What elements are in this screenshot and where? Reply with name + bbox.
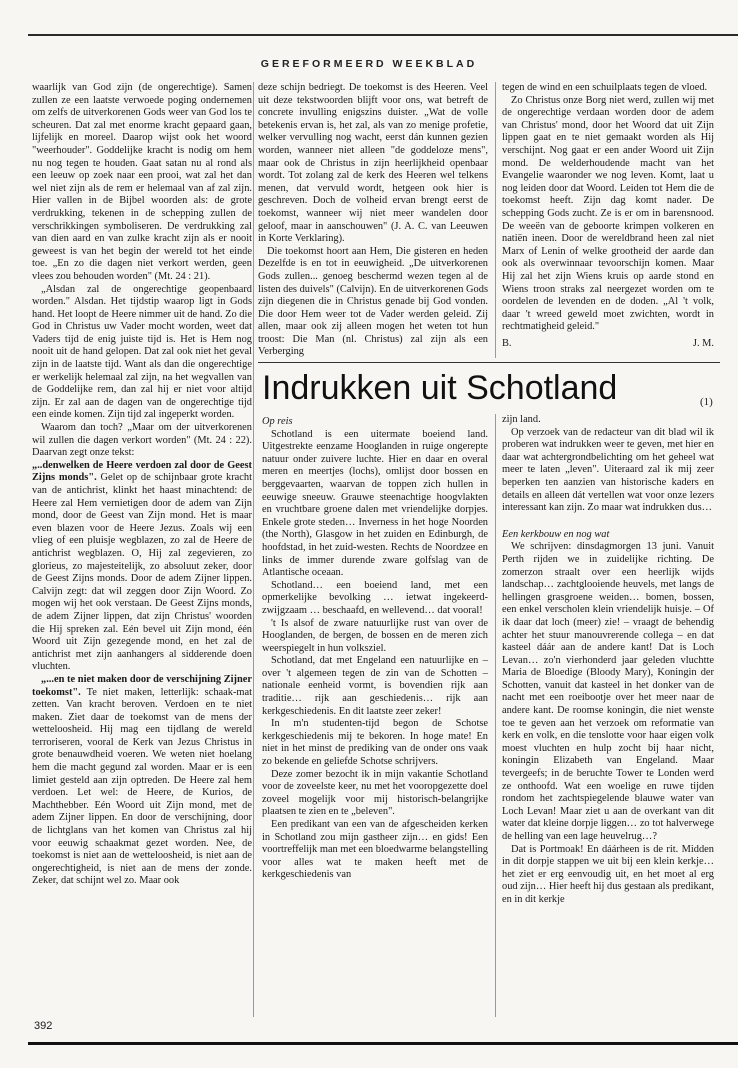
paragraph: Schotland, dat met Engeland een natuurlijke en – over 't algemeen tegen de zin van de Schotten – nationale eenheid vormt, is bovendien rijk aan traditie… rijk aan geschiedenis… rijk aan kerkgeschiedenis. En dit laatste zeer zeker! [262,655,488,717]
column-2 [258,82,488,358]
column-rule [253,82,254,1017]
paragraph: Een predikant van een van de afgescheiden kerken in Schotland zou mijn gastheer zijn… en gids! Een voortreffelijk man met een bloedwarme belangstelling voor alles wat te maken heeft met de kerkgeschiedenis van [262,819,488,881]
running-header: GEREFORMEERD WEEKBLAD [260,58,478,70]
signature-right: J. M. [692,337,714,349]
section-rule [258,362,720,363]
article-column-1 [262,414,488,1014]
article-number: (1) [700,396,713,408]
bold-quote: „..denwelken de Heere verdoen zal door de Geest Zijns monds". [32,459,252,484]
paragraph: Waarom dan toch? „Maar om der uitverkorenen wil zullen die dagen verkort worden" (Mt. 24 : 22). Daarvan zegt onze tekst: [32,422,252,459]
signature-left: B. [502,337,512,349]
paragraph: waarlijk van God zijn (de ongerechtige). Samen zullen ze een laatste verwoede poging ondernemen om zelfs de uitverkorenen Gods weer van God los te scheuren. Dat zal met enorme kracht gepaard gaan, lijfelijk en moreel. Daarop wijst ook het woord "weerhouder". Goddelijke kracht is nodig om hem nu nog tegen te houden. Gaat satan nu al rond als een leeuw op zoek naar een prooi, wat zal het dan wel niet zijn als de rem er helemaal van af zal zijn. Hier vallen in de Bijbel woorden als: de grote verdrukking, tekenen in de schepping zullen de verschrikkingen symboliseren. De verdrukking zal van dien aard en van zulke kracht zijn als er nooit geweest is van het begin der wereld tot het einde toe. „En zo die dagen niet verkort werden, geen vlees zou behouden worden" (Mt. 24 : 21). [32,82,252,282]
column-3 [502,82,714,358]
column-rule [495,82,496,358]
paragraph: zijn land. [502,414,541,425]
column-rule [495,414,496,1017]
section-heading: Een kerkbouw en nog wat [502,528,610,540]
paragraph: Deze zomer bezocht ik in mijn vakantie Schotland voor de zoveelste keer, nu met het vooropgezette doel zoveel mogelijk voor mij historisch-belangrijke plaatsen te zien en te „beleven". [262,768,488,818]
bottom-rule [28,1042,738,1045]
paragraph: tegen de wind en een schuilplaats tegen de vloed. [502,82,708,93]
paragraph: In m'n studenten-tijd begon de Schotse kerkgeschiedenis mij te bekoren. In hoge mate! En niet in het minst de prediking van de onder ons vaak zo bekende en geliefde Schotse schrijvers. [262,718,488,768]
section-heading: Op reis [262,416,293,427]
paragraph [32,674,252,888]
paragraph: Schotland is een uitermate boeiend land. Uitgestrekte eenzame Hooglanden in ruige ongerepte natuur onder zuivere luchte. Hier en daar en overal meren en meertjes (lochs), omlijst door bossen en berggevaarten, waarvan de toppen zich hullen in eeuwige sneeuw. Grauwe steenachtige hoogvlakten en vruchtbare groene dalen met vriendelijke dorpjes. Enkele grote steden… Inverness in het hoge Noorden (the North), Glasgow in het zuiden en Edinburgh, de hoofdstad, in het zuid-westen. Rechts de Noordzee en links de immer durende zware golfslag van de Atlantische oceaan. [262,428,488,579]
paragraph [32,460,252,674]
signature [502,338,714,352]
paragraph: Schotland… een boeiend land, met een opmerkelijke bevolking … ietwat ingekeerd-zwijgzaam … beschaafd, en wellevend… dat vooral! [262,579,488,616]
paragraph: We schrijven: dinsdagmorgen 13 juni. Vanuit Perth rijden we in zuidelijke richting. De zomerzon straalt over een heerlijk wijds landschap… zachtglooiende heuvels, met langs de hellingen grasgroene weiden… bomen, bossen, een enkel verscholen klein vriendelijk huisje. – Of ik daar dat loch (meer) zie! – vraagt de behendig achter het stuur manouvrerende collega – en dat kasteel dáár aan de andere kant! Dat is Loch Levan… zo'n vierhonderd jaar geleden vluchtte Maria de Bloedige (Bloody Mary), Koningin der Schotten, vanuit dat kasteel in het donker van de nacht met een roeibootje over het meer naar de andere kant. De roomse koningin, die niet wenste toe te geven aan het verzoek om reformatie van kerk en volk, en die tenslotte voor haar eigen volk moest vluchten en hulp zocht bij haar nicht, koningin Elizabeth van Engeland. Maar tevergeefs; in de beruchte Tower te Londen werd ze onthoofd. Wat een woelige en ruwe tijden rondom het zachtspiegelende blauwe water van Loch Levan! Maar ziet u aan de overkant van dit water dat kleine dorpje liggen… zo tot halverwege de helling van een lage heuvelrug…? [502,541,714,842]
paragraph: deze schijn bedriegt. De toekomst is des Heeren. Veel uit deze tekstwoorden blijft voor ons, wat betreft de concrete invulling enigszins duister. „Wat de volle betekenis ervan is, het zal, als van zo menige profetie, welker vervulling nog wacht, eerst dán kunnen gezien worden, wanneer niet alleen "de goddeloze mens", maar ook de Christus in zijn heerlijkheid openbaar wordt. Tot zolang zal de kerk des Heeren wel telkens menen, dat vervuld wordt, hetgeen ook hier is geschreven. Doch de volheid ervan brengt eerst de toekomst, wanneer wij niet meer wandelen door geloof, maar in aanschouwen" (J. A. C. van Leeuwen in Korte Verklaring). [258,82,488,245]
column-1 [32,82,252,1002]
article-title: Indrukken uit Schotland [262,369,618,407]
paragraph: Op verzoek van de redacteur van dit blad wil ik proberen wat indrukken weer te geven, met hier en daar wat achtergrondbelichting om het geheel wat meer te laten „leven". Uiteraard zal ik mij zeer beperken ten aanzien van historische kaders en details en alleen dát vertellen wat voor onze lezers interessant kan zijn. Zo maar wat indrukken dus… [502,426,714,514]
paragraph: 't Is alsof de zware natuurlijke rust van over de Hooglanden, de bergen, de bossen en de meren zich weerspiegelt in hun volksziel. [262,617,488,654]
paragraph: Die toekomst hoort aan Hem, Die gisteren en heden Dezelfde is en tot in eeuwigheid. „De uitverkorenen Gods zullen... genoeg beschermd wezen tegen al de listen des duivels" (Calvijn). En de uitverkorenen Gods zijn diegenen die in Christus genade bij God vonden. Die door Hem weer tot de Vader werden geleid. Zij allen, maar ook zij alleen mogen het weten tot hun troost: Die Man (nl. Christus) zal zijn als een Verberging [258,245,488,358]
page-number: 392 [34,1020,53,1032]
paragraph-text: Gelet op de schijnbaar grote kracht van de antichrist, klinkt het haast minachtend: de Heere zal Hem vernietigen door de adem van Zijn mond, door de Geest van Zijn mond. Het is maar even blazen voor de Heere Jezus. Zoals wij een vlieg of een pluisje wegblazen, zo zal de Heere de antichrist wegblazen. O, Hij zal zegevieren, zo glorieus, zo majesteitelijk, zo absoluut zeker, door de Geest Zijns monds. Door de adem Zijner lippen. Calvijn zegt: dat wil zeggen door Zijn Woord. Zo mogen wij het ook verstaan. De Geest Zijns monds, de adem Zijner lippen, dat zijn Christus' woorden die Hij spreken zal. Eén bevel uit Zijn mond, één Woord uit Zijn gezegende mond, en het zal de antichrist met zijn aanhangers al sidderende doen vluchten. [32,472,252,673]
paragraph: „Alsdan zal de ongerechtige geopenbaard worden." Alsdan. Het tijdstip waarop ligt in Gods hand. Het loopt de Heere nimmer uit de hand. Zo die God in Christus uw Vader mocht worden, weet dat Vaders tijd de enig juiste tijd is. Het is Hem nog nooit uit de hand gelopen. Dat zal ook niet het geval zijn in de laatste tijd. Want als dan die ongerechtige er werkelijk helemaal zal zijn, na het wegvallen van de Goddelijke rem, dan zal hij er niet voor altijd zijn. Er zal aan de dagen van de ongerechtige tijd een einde komen. Zijn tijd zal ingeperkt worden. [32,283,252,421]
bold-quote: „...en te niet maken door de verschijning Zijner toekomst". [32,673,252,698]
paragraph: Dat is Portmoak! En dáárheen is de rit. Midden in dit dorpje stappen we uit bij een klein kerkje… het ziet er erg eenvoudig uit, en het moet al erg oud zijn… Hier heeft hij dus gestaan als predikant, en in dit kerkje [502,843,714,905]
article-column-2 [502,414,714,1014]
top-rule [28,34,738,36]
paragraph-text: Te niet maken, letterlijk: schaak-mat zetten. Van kracht beroven. Verdoen en te niet maken. Ziet daar de toekomst van de mens der wetteloosheid. Hij mag een tijdlang de wereld terroriseren, vooral de Kerk van Jezus Christus in grote benauwdheid voeren. We weten niet hoelang hem die macht gegund zal worden. Maar er is een limiet gesteld aan zijn optreden. De Heere zal hem verdoen. Let wel: de Heere, de Kurios, de Machthebber. Eén Woord uit Zijn mond, met de adem Zijner lippen. En door de verschijning, door de lichtglans van het komen van Christus zal hij voor eeuwig schaakmat gezet worden. Nee, de toekomst is niet aan de wetteloosheid, is niet aan de ongerechtigheid, is niet aan de mens der zonde. Zeker, dat schijnt wel zo. Maar ook [32,686,252,887]
paragraph: Zo Christus onze Borg niet werd, zullen wij met de ongerechtige verdaan worden door de adem van Christus' mond, door het Woord dat uit Zijn lippen gaat en te niet gemaakt worden als Hij verschijnt. Nog gaat er een ander Woord uit Zijn mond. De welderhoudende macht van het Evangelie waaronder we nog leven. Komt, laat u nog leiden door dat Woord. Leiden tot Hem die de toekomst heeft. Zijn dag komt nader. De schepping Gods zucht. Ze is er om in barensnood. De weeën van de geboorte krimpen volkeren en natiën ineen. Door de wereldbrand heen zal niet Marx of Lenin of welke grootheid der aarde dan ook als overwinnaar tevoorschijn komen. Maar Hij zal het zijn Wiens kruis op aarde stond en Wiens troon straks zal neergezet worden om te oordelen de levenden en de doden. „Al 't volk, daar 't wreed geweld moet zwichten, wordt in rechtmatigheid geleid." [502,94,714,333]
